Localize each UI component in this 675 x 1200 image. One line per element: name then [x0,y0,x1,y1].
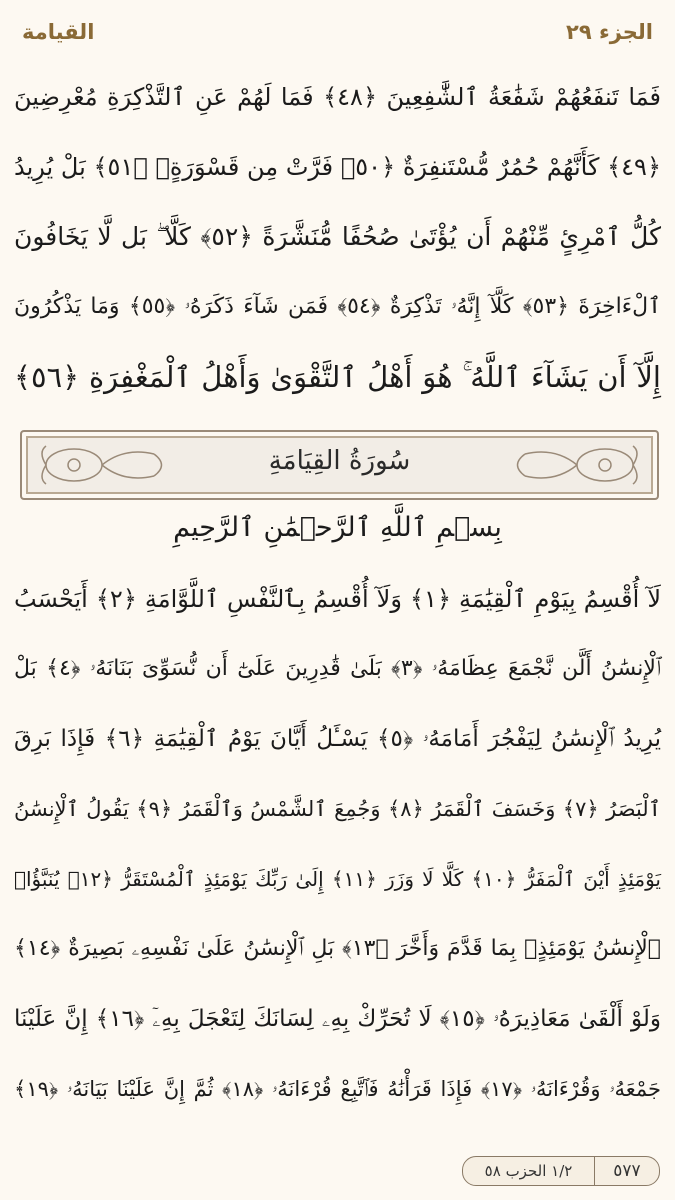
quran-line: يَوْمَئِذٍ أَيْنَ ٱلْمَفَرُّ ﴿١٠﴾ كَلَّا لَا وَزَرَ ﴿١١﴾ إِلَىٰ رَبِّكَ يَوْمَئِذٍ ٱلْمُسْتَقَرُّ ﴿١٢﴾ يُنَبَّؤُا۟ [14,867,661,891]
quran-line: كُلُّ ٱمْرِئٍ مِّنْهُمْ أَن يُؤْتَىٰ صُحُفًا مُّنَشَّرَةً ﴿٥٢﴾ كَلَّا ۖ بَل لَّا يَخَافُونَ [14,222,661,251]
quran-line: إِلَّآ أَن يَشَآءَ ٱللَّهُ ۚ هُوَ أَهْلُ ٱلتَّقْوَىٰ وَأَهْلُ ٱلْمَغْفِرَةِ ﴿٥٦﴾ [14,360,661,394]
page-number: ٥٧٧ [594,1157,659,1185]
hizb-label: ١/٢ الحزب ٥٨ [484,1162,573,1180]
quran-line: فَمَا تَنفَعُهُمْ شَفَٰعَةُ ٱلشَّٰفِعِينَ ﴿٤٨﴾ فَمَا لَهُمْ عَنِ ٱلتَّذْكِرَةِ مُعْرِضِينَ [14,83,662,111]
ornament-right-icon [495,442,645,488]
quran-line: ٱلْبَصَرُ ﴿٧﴾ وَخَسَفَ ٱلْقَمَرُ ﴿٨﴾ وَجُمِعَ ٱلشَّمْسُ وَٱلْقَمَرُ ﴿٩﴾ يَقُولُ ٱلْإِنسَٰنُ [14,797,661,821]
quran-line: يُرِيدُ ٱلْإِنسَٰنُ لِيَفْجُرَ أَمَامَهُۥ ﴿٥﴾ يَسْـَٔلُ أَيَّانَ يَوْمُ ٱلْقِيَٰمَةِ ﴿٦﴾ فَإِذَا بَرِقَ [14,726,661,752]
quran-line: ٱلْإِنسَٰنُ يَوْمَئِذٍۭ بِمَا قَدَّمَ وَأَخَّرَ ﴿١٣﴾ بَلِ ٱلْإِنسَٰنُ عَلَىٰ نَفْسِهِۦ بَصِيرَةٌ ﴿١٤﴾ [14,936,661,961]
ornament-left-icon [34,442,184,488]
juz-label: الجزء ٢٩ [566,20,653,44]
quran-line: ﴿٤٩﴾ كَأَنَّهُمْ حُمُرٌ مُّسْتَنفِرَةٌ ﴿٥٠﴾ فَرَّتْ مِن قَسْوَرَةٍۭ ﴿٥١﴾ بَلْ يُرِيدُ [14,153,661,181]
quran-line: وَلَوْ أَلْقَىٰ مَعَاذِيرَهُۥ ﴿١٥﴾ لَا تُحَرِّكْ بِهِۦ لِسَانَكَ لِتَعْجَلَ بِهِۦٓ ﴿١٦﴾ إِنَّ عَلَيْنَا [14,1006,661,1032]
quran-line: ٱلْإِنسَٰنُ أَلَّن نَّجْمَعَ عِظَامَهُۥ ﴿٣﴾ بَلَىٰ قَٰدِرِينَ عَلَىٰٓ أَن نُّسَوِّىَ بَنَانَهُۥ ﴿٤﴾ بَلْ [14,656,661,681]
surah-title: سُورَةُ القِيَامَةِ [268,446,411,476]
page-footer [462,1156,660,1186]
surah-title-banner [20,430,659,500]
page-header [22,14,653,50]
surah-name-label: القيامة [22,20,95,44]
quran-line: لَآ أُقْسِمُ بِيَوْمِ ٱلْقِيَٰمَةِ ﴿١﴾ وَلَآ أُقْسِمُ بِٱلنَّفْسِ ٱللَّوَّامَةِ ﴿٢﴾ أَيَحْسَبُ [14,585,662,613]
quran-line: ٱلْءَاخِرَةَ ﴿٥٣﴾ كَلَّآ إِنَّهُۥ تَذْكِرَةٌ ﴿٥٤﴾ فَمَن شَآءَ ذَكَرَهُۥ ﴿٥٥﴾ وَمَا يَذْكُرُونَ [14,294,661,319]
basmala: بِسۡمِ ٱللَّهِ ٱلرَّحۡمَٰنِ ٱلرَّحِيمِ [173,512,502,543]
quran-line: جَمْعَهُۥ وَقُرْءَانَهُۥ ﴿١٧﴾ فَإِذَا قَرَأْنَٰهُ فَٱتَّبِعْ قُرْءَانَهُۥ ﴿١٨﴾ ثُمَّ إِنَّ عَلَيْنَا بَيَانَهُۥ ﴿١٩﴾ [14,1077,661,1101]
